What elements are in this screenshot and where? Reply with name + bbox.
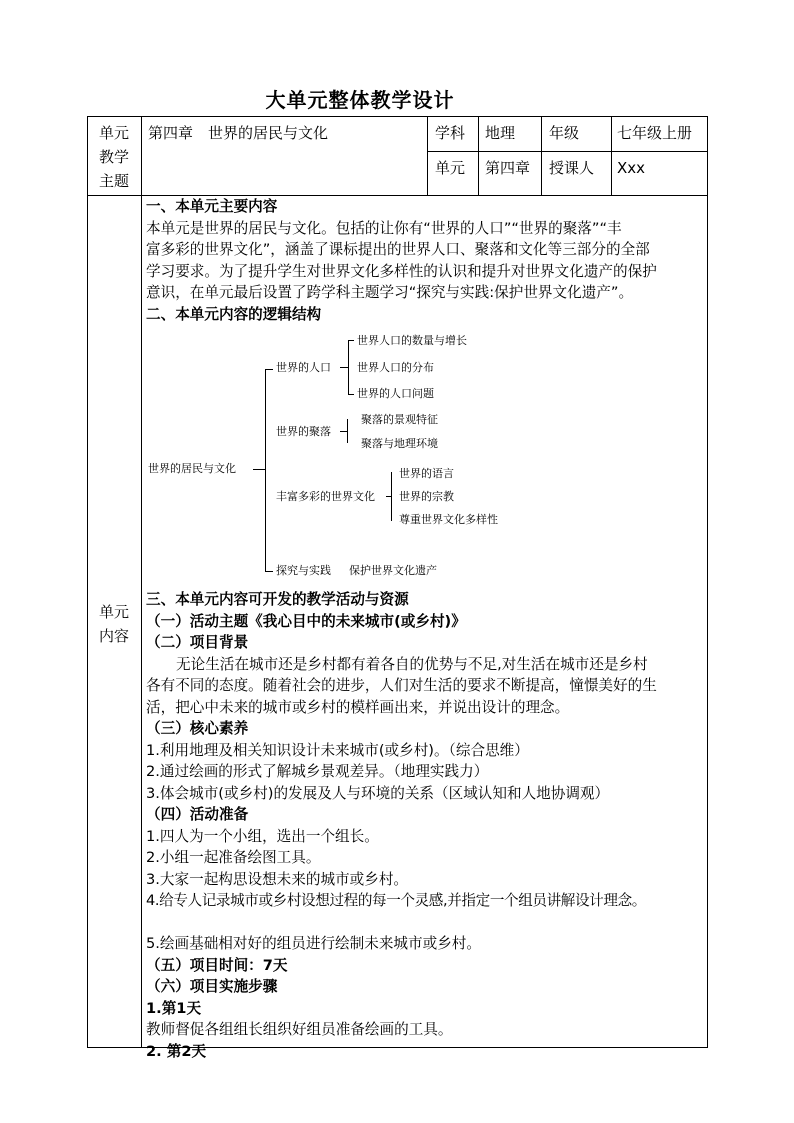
diagram-leaf: 保护世界文化遗产 <box>349 564 437 577</box>
diagram-root: 世界的居民与文化 <box>148 462 236 475</box>
unit-value: 第四章 <box>485 159 531 177</box>
unit-topic-value: 第四章 世界的居民与文化 <box>148 124 329 142</box>
section2-heading: 二、本单元内容的逻辑结构 <box>146 305 322 323</box>
teacher-label: 授课人 <box>549 159 595 177</box>
subject-label: 学科 <box>435 124 466 142</box>
background-line: 活，把心中未来的城市或乡村的模样画出来，并说出设计的理念。 <box>146 698 570 716</box>
diagram-leaf: 世界的语言 <box>399 467 454 480</box>
core-item: 2.通过绘画的形式了解城乡景观差异。（地理实践力） <box>146 763 489 780</box>
grade-value: 七年级上册 <box>617 124 693 142</box>
diagram-connector <box>265 369 273 370</box>
diagram-connector <box>348 340 354 341</box>
table-divider-header-mid <box>427 151 708 152</box>
prep-item: 2.小组一起准备绘图工具。 <box>146 849 321 866</box>
logic-structure-diagram <box>146 325 706 589</box>
section1-line: 意识，在单元最后设置了跨学科主题学习“探究与实践:保护世界文化遗产”。 <box>146 284 634 301</box>
table-divider-col2 <box>427 116 428 196</box>
section3-heading: 三、本单元内容可开发的教学活动与资源 <box>146 591 409 608</box>
prep-item: 5.绘画基础相对好的组员进行绘制未来城市或乡村。 <box>146 935 481 952</box>
diagram-leaf: 世界的宗教 <box>399 490 454 503</box>
diagram-connector <box>340 431 347 432</box>
diagram-leaf: 世界人口的数量与增长 <box>357 334 467 347</box>
table-divider-col4 <box>541 116 542 196</box>
diagram-branch-population: 世界的人口 <box>276 361 331 374</box>
diagram-branch-practice: 探究与实践 <box>276 564 331 577</box>
day1-heading: 1.第1天 <box>146 999 202 1017</box>
diagram-connector <box>253 469 265 470</box>
background-line: 无论生活在城市还是乡村都有着各自的优势与不足,对生活在城市还是乡村 <box>176 655 648 673</box>
core-heading: （三）核心素养 <box>146 720 249 737</box>
diagram-leaf: 聚落与地理环境 <box>361 437 438 450</box>
teacher-value: Xxx <box>617 159 646 177</box>
prep-item: 1.四人为一个小组，选出一个组长。 <box>146 827 379 845</box>
diagram-leaf: 聚落的景观特征 <box>361 413 438 426</box>
section1-line: 富多彩的世界文化”，涵盖了课标提出的世界人口、聚落和文化等三部分的全部 <box>146 241 650 258</box>
prep-item: 3.大家一起构思设想未来的城市或乡村。 <box>146 870 409 888</box>
unit-content <box>146 196 706 1062</box>
steps-heading: （六）项目实施步骤 <box>146 978 278 995</box>
diagram-connector <box>348 394 354 395</box>
unit-topic-label: 单元 教学 主题 <box>98 124 129 190</box>
section1-line: 本单元是世界的居民与文化。包括的让你有“世界的人口”“世界的聚落”“丰 <box>146 219 622 237</box>
diagram-leaf: 世界的人口问题 <box>357 387 434 400</box>
section1-line: 学习要求。为了提升学生对世界文化多样性的认识和提升对世界文化遗产的保护 <box>146 262 657 280</box>
table-divider-col5 <box>611 116 612 196</box>
subject-value: 地理 <box>485 124 516 142</box>
content-label: 单元 内容 <box>98 603 129 645</box>
core-item: 1.利用地理及相关知识设计未来城市(或乡村)。（综合思维） <box>146 741 529 759</box>
prep-heading: （四）活动准备 <box>146 806 249 823</box>
diagram-branch-settlement: 世界的聚落 <box>276 425 331 438</box>
table-border-top <box>87 116 708 117</box>
prep-item: 4.给专人记录城市或乡村设想过程的每一个灵感,并指定一个组员讲解设计理念。 <box>146 892 646 909</box>
background-line: 各有不同的态度。随着社会的进步，人们对生活的要求不断提高，憧憬美好的生 <box>146 677 657 694</box>
core-item: 3.体会城市(或乡村)的发展及人与环境的关系（区域认知和人地协调观） <box>146 784 610 802</box>
diagram-connector <box>348 340 349 395</box>
background-heading: （二）项目背景 <box>146 634 249 651</box>
day1-text: 教师督促各组组长组织好组员准备绘画的工具。 <box>146 1021 453 1038</box>
section1-heading: 一、本单元主要内容 <box>146 198 278 215</box>
blank-line <box>146 912 706 934</box>
page-title: 大单元整体教学设计 <box>265 88 455 112</box>
day2-heading: 2. 第2天 <box>146 1042 207 1060</box>
time-line: （五）项目时间：7天 <box>146 956 288 974</box>
diagram-connector <box>265 571 273 572</box>
table-border-right <box>707 116 708 1048</box>
diagram-connector <box>391 472 392 521</box>
activity-theme: （一）活动主题《我心目中的未来城市(或乡村)》 <box>146 612 466 630</box>
unit-label: 单元 <box>435 159 466 177</box>
diagram-leaf: 世界人口的分布 <box>357 361 434 374</box>
table-divider-col3 <box>478 116 479 196</box>
diagram-connector <box>265 369 266 572</box>
grade-label: 年级 <box>549 124 580 142</box>
diagram-connector <box>347 419 348 443</box>
table-border-left <box>87 116 88 1048</box>
diagram-connector <box>340 367 348 368</box>
diagram-leaf: 尊重世界文化多样性 <box>399 513 498 526</box>
diagram-branch-culture: 丰富多彩的世界文化 <box>276 490 375 503</box>
table-divider-col1 <box>141 116 142 1048</box>
